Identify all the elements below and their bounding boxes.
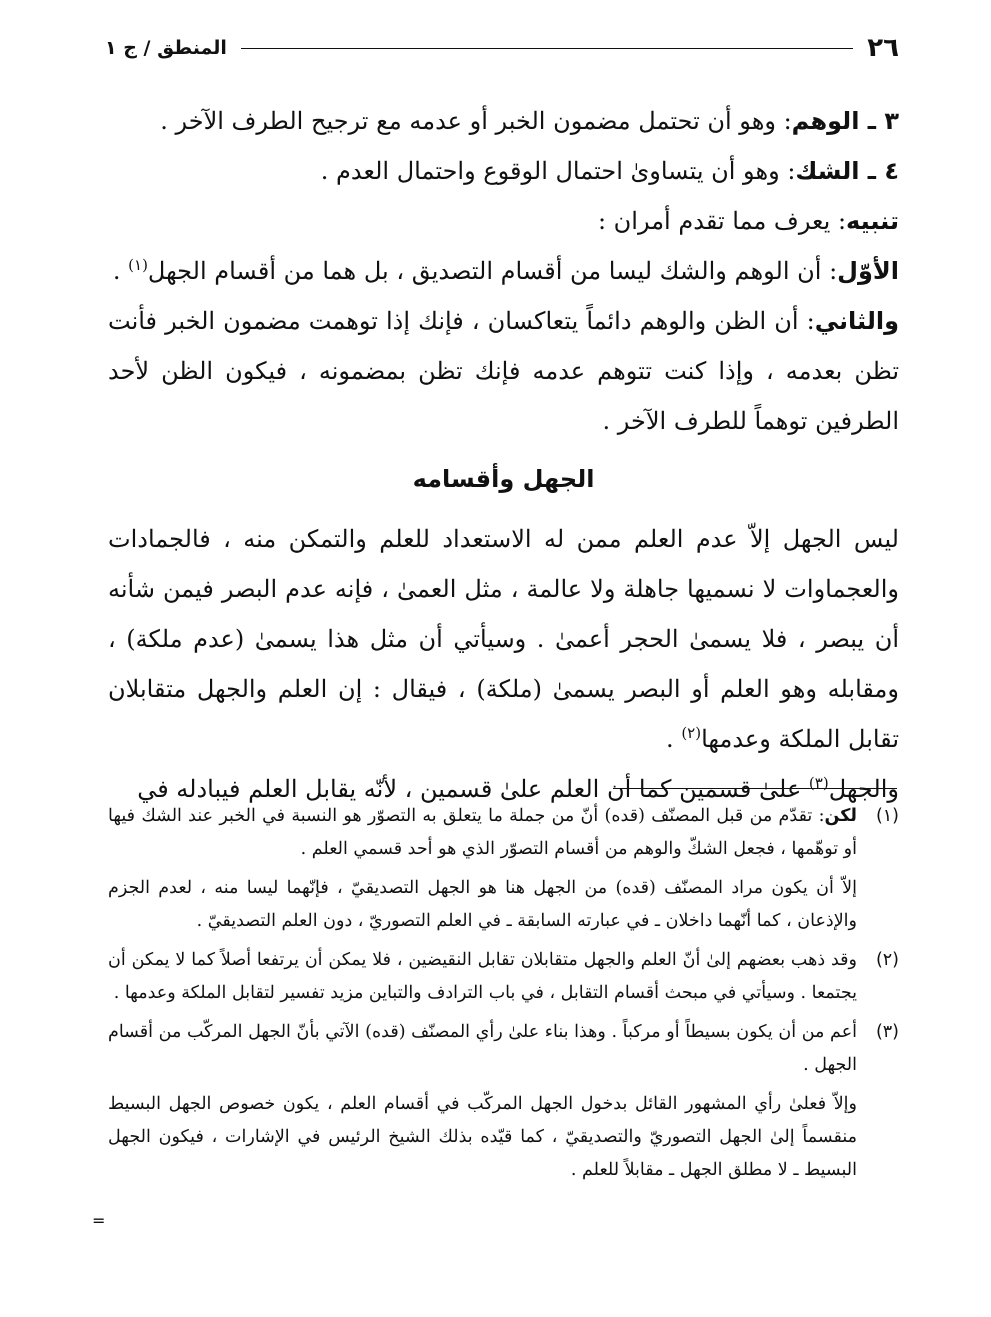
item-tanbih: تنبيه: يعرف مما تقدم أمران :: [597, 207, 899, 235]
main-text: [108, 96, 899, 814]
header-rule: [241, 48, 853, 49]
page-number: ٢٦: [867, 33, 899, 63]
running-title: المنطق / ج ١: [105, 37, 227, 59]
footnotes: [108, 800, 899, 1193]
footnote-number: (١): [875, 806, 899, 826]
footnote-lead: لكن: [824, 806, 857, 826]
continuation-mark: =: [92, 1211, 106, 1230]
term-first: الأوّل: [837, 257, 899, 285]
item-shakk: ٤ ـ الشك: وهو أن يتساوىٰ احتمال الوقوع واحتمال العدم .: [320, 157, 899, 185]
running-header: [105, 28, 899, 68]
item-second: والثاني: أن الظن والوهم دائماً يتعاكسان ، فإنك إذا توهمت مضمون الخبر فأنت تظن بعدمه ، وإذا كنت تتوهم عدمه فإنك تظن بمضمونه ، فيكون الظن لأحد الطرفين توهماً للطرف الآخر .: [108, 307, 899, 435]
footnote-separator: [613, 788, 897, 789]
item-first: الأوّل: أن الوهم والشك ليسا من أقسام التصديق ، بل هما من أقسام الجهل$^{(١)}$ .: [112, 256, 899, 285]
footnote-3: (٣) أعم من أن يكون بسيطاً أو مركباً . وهذا بناء علىٰ رأي المصنّف (قده) الآتي بأنّ الجهل المركّب من أقسام الجهل . وإلاّ فعلىٰ رأي المشهور القائل بدخول الجهل المركّب في أقسام العلم ، يكون خصوص الجهل البسيط منقسماً إلىٰ الجهل التصوريّ والتصديقيّ ، كما قيّده بذلك الشيخ الرئيس في الإشارات ، فيكون الجهل البسيط ـ لا مطلق الجهل ـ مقابلاً للعلم .: [108, 1016, 899, 1187]
footnote-number: (٣): [875, 1022, 899, 1042]
footnote-ref-2[interactable]: (٢): [681, 724, 702, 742]
section-heading: الجهل وأقسامه: [412, 465, 595, 493]
footnote-1: (١) لكن: تقدّم من قبل المصنّف (قده) أنّ من جملة ما يتعلق به التصوّر هو النسبة في الخبر عند الشك فيها أو توهّمها ، فجعل الشكّ والوهم من أقسام التصوّر الذي هو أحد قسمي العلم . إلاّ أن يكون مراد المصنّف (قده) من الجهل هنا هو الجهل التصديقيّ ، فإنّهما ليسا منه ، لعدم الجزم والإذعان ، كما أنّهما داخلان ـ في عبارته السابقة ـ في العلم التصوريّ ، دون العلم التصديقيّ .: [108, 800, 899, 938]
footnote-ref-3[interactable]: (٣): [808, 774, 829, 792]
term-tanbih: تنبيه: [846, 207, 899, 235]
term-shakk: ٤ ـ الشك: [795, 157, 899, 185]
paragraph-definition: ليس الجهل إلاّ عدم العلم ممن له الاستعداد للعلم والتمكن منه ، فالجمادات والعجماوات لا نسميها جاهلة ولا عالمة ، مثل العمىٰ ، فإنه عدم البصر فيمن شأنه أن يبصر ، فلا يسمىٰ الحجر أعمىٰ . وسيأتي أن مثل هذا يسمىٰ (عدم ملكة) ، ومقابله وهو العلم أو البصر يسمىٰ (ملكة) ، فيقال : إن العلم والجهل متقابلان تقابل الملكة وعدمها$^{(٢)}$ .: [108, 525, 899, 753]
paragraph-division: والجهل$^{(٣)}$ علىٰ قسمين كما أن العلم علىٰ قسمين ، لأنّه يقابل العلم فيبادله في: [137, 774, 899, 803]
item-wahm: ٣ ـ الوهم: وهو أن تحتمل مضمون الخبر أو عدمه مع ترجيح الطرف الآخر .: [160, 107, 899, 135]
term-second: والثاني: [814, 307, 899, 335]
footnote-2: (٢) وقد ذهب بعضهم إلىٰ أنّ العلم والجهل متقابلان تقابل النقيضين ، فلا يمكن أن يرتفعا أصلاً كما لا يمكن أن يجتمعا . وسيأتي في مبحث أقسام التقابل ، في باب الترادف والتباين مزيد تفسير لتقابل الملكة وعدمها .: [108, 944, 899, 1010]
footnote-ref-1[interactable]: (١): [128, 256, 148, 274]
term-wahm: ٣ ـ الوهم: [791, 107, 899, 135]
footnote-number: (٢): [875, 950, 899, 970]
